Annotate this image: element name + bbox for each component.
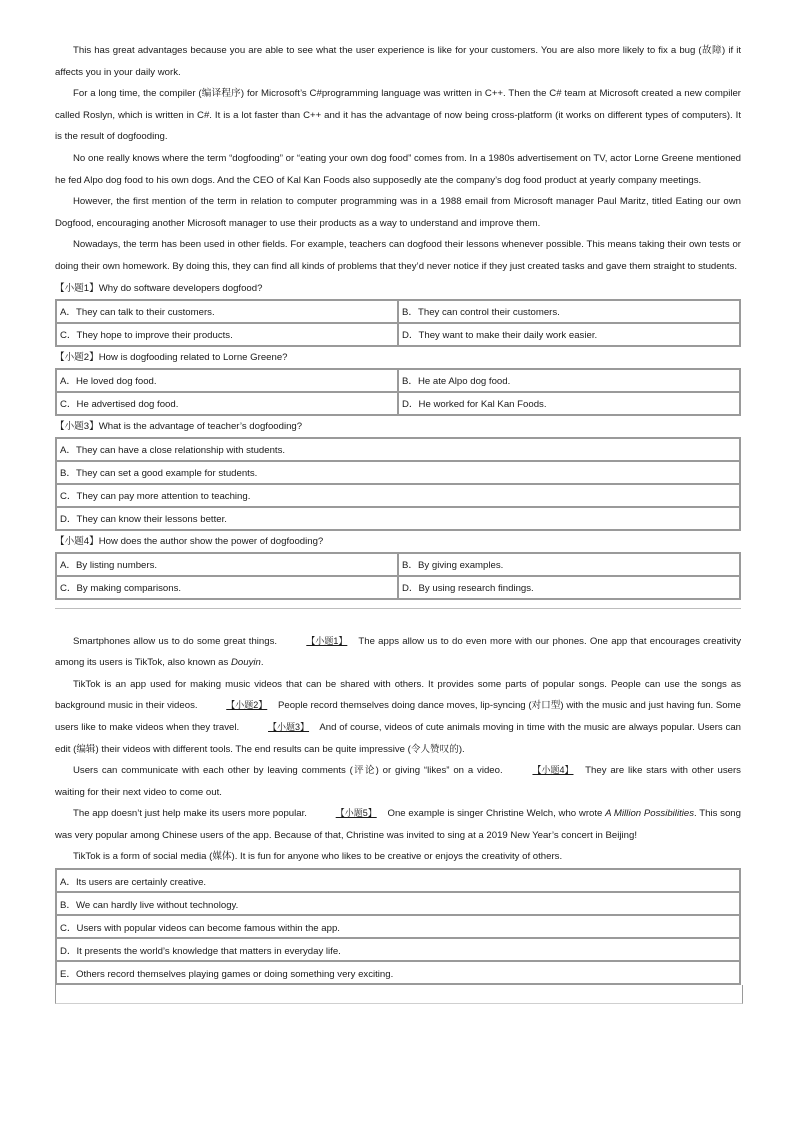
question-1-options (55, 299, 741, 347)
exam-page (55, 40, 741, 1004)
question-3-option-b[interactable]: B．They can set a good example for students. (56, 461, 740, 484)
passage1-paragraph-2: For a long time, the compiler (编译程序) for Microsoft’s C#programming language was written in C++. Then the C# team at Microsoft created a new compiler called Roslyn, which is written in C#. It is a lot faster than C++ and it has the advantage of now being cross-platform (it works on different types of computers). It is the result of dogfooding. (55, 88, 741, 143)
question-3-options (55, 437, 741, 531)
passage1-paragraph-3: No one really knows where the term “dogfooding” or “eating your own dog food” comes from. In a 1980s advertisement on TV, actor Lorne Greene mentioned he fed Alpo dog food to his own dogs. And the CEO of Kal Kan Foods also supposedly ate the company’s dog food product at yearly company meetings. (55, 152, 741, 186)
blank-5[interactable]: 【小题5】 (335, 808, 377, 819)
question-3-option-a[interactable]: A．They can have a close relationship with students. (56, 438, 740, 461)
question-3-option-c[interactable]: C．They can pay more attention to teaching. (56, 484, 740, 507)
douyin-italic: Douyin (230, 657, 261, 669)
question-4-option-c[interactable]: C．By making comparisons. (56, 576, 398, 599)
question-2-stem: 【小题2】How is dogfooding related to Lorne Greene? (55, 351, 288, 363)
question-1-stem: 【小题1】Why do software developers dogfood? (55, 282, 263, 294)
passage2-p3-text-a: Users can communicate with each other by leaving comments (评论) or giving “likes” on a video. (73, 765, 503, 777)
passage2-p1-text-a: Smartphones allow us to do some great things. (73, 635, 278, 647)
passage2-paragraph-2 (55, 674, 741, 760)
section-divider (55, 608, 741, 609)
passage2-paragraph-3 (55, 760, 741, 803)
passage2-paragraph-4 (55, 803, 741, 846)
passage2-paragraph-1 (55, 631, 741, 674)
question-3-stem: 【小题3】What is the advantage of teacher’s dogfooding? (55, 420, 303, 432)
blank-1[interactable]: 【小题1】 (306, 635, 348, 646)
question-4-stem: 【小题4】How does the author show the power of dogfooding? (55, 535, 324, 547)
passage2-option-d[interactable]: D．It presents the world’s knowledge that matters in everyday life. (56, 938, 740, 961)
question-2-option-a[interactable]: A．He loved dog food. (56, 369, 398, 392)
passage2-p2-text-c: And of course, videos of cute animals moving in time with the music are always popular. Users can edit (编辑) their videos with different tools. The end results can be quite impressive (令人赞叹的). (55, 721, 742, 755)
blank-4[interactable]: 【小题4】 (532, 765, 574, 776)
passage1-paragraph-5: Nowadays, the term has been used in other fields. For example, teachers can dogfood their lessons whenever possible. This means taking their own tests or doing their own homework. By doing this, they can find all kinds of problems that they’d never notice if they just created tasks and gave them straight to students. (55, 239, 741, 272)
question-3-option-d[interactable]: D．They can know their lessons better. (56, 507, 740, 530)
question-4-option-a[interactable]: A．By listing numbers. (56, 553, 398, 576)
passage1-paragraph-1: This has great advantages because you are able to see what the user experience is like for your customers. You are also more likely to fix a bug (故障) if it affects you in your daily work. (55, 45, 741, 78)
question-2-option-c[interactable]: C．He advertised dog food. (56, 392, 398, 415)
question-1-option-c[interactable]: C．They hope to improve their products. (56, 323, 398, 346)
passage2-p1-text-c: . (260, 657, 264, 669)
passage2-p4-text-b: One example is singer Christine Welch, who wrote (387, 808, 603, 820)
passage2-p2-text-b: People record themselves doing dance moves, lip-syncing (对口型) with the music and just having fun. Some users like to make videos when they travel. (55, 700, 741, 733)
passage2-p1-text-b: The apps allow us to do even more with our phones. One app that encourages creativity among its users is TikTok, also known as (55, 635, 741, 669)
question-4-options (55, 552, 741, 600)
blank-3[interactable]: 【小题3】 (268, 721, 310, 732)
passage2-option-e[interactable]: E．Others record themselves playing games or doing something very exciting. (56, 961, 740, 984)
passage2-p4-text-a: The app doesn’t just help make its users more popular. (73, 808, 307, 820)
options-table-continuation (55, 985, 743, 1004)
passage1-paragraph-4: However, the first mention of the term in relation to computer programming was in a 1988 email from Microsoft manager Paul Maritz, titled Eating our own Dogfood, encouraging another Microsoft manager to use their products as a way to understand and improve them. (55, 196, 741, 229)
passage2-p2-text-a: TikTok is an app used for making music videos that can be shared with others. It provides some parts of popular songs. People can use the songs as background music in their videos. (55, 678, 741, 712)
question-2-option-d[interactable]: D．He worked for Kal Kan Foods. (398, 392, 740, 415)
passage2-option-c[interactable]: C．Users with popular videos can become famous within the app. (56, 915, 740, 938)
passage2-p3-text-b: They are like stars with other users waiting for their next video to come out. (55, 765, 741, 798)
passage2-option-a[interactable]: A．Its users are certainly creative. (56, 869, 740, 892)
song-title-italic: A Million Possibilities (605, 808, 695, 820)
passage2-paragraph-5: TikTok is a form of social media (媒体). It is fun for anyone who likes to be creative or enjoys the creativity of others. (73, 851, 563, 863)
passage2-p4-text-c: . This song was very popular among Chinese users of the app. Because of that, Christine was invited to sing at a 2019 New Year’s concert in Beijing! (55, 808, 741, 841)
passage2-option-b[interactable]: B．We can hardly live without technology. (56, 892, 740, 915)
question-2-option-b[interactable]: B．He ate Alpo dog food. (398, 369, 740, 392)
question-4-option-b[interactable]: B．By giving examples. (398, 553, 740, 576)
passage2-options (55, 868, 741, 985)
question-1-option-d[interactable]: D．They want to make their daily work easier. (398, 323, 740, 346)
blank-2[interactable]: 【小题2】 (226, 700, 268, 711)
question-1-option-b[interactable]: B．They can control their customers. (398, 300, 740, 323)
question-1-option-a[interactable]: A．They can talk to their customers. (56, 300, 398, 323)
question-4-option-d[interactable]: D．By using research findings. (398, 576, 740, 599)
question-2-options (55, 368, 741, 416)
